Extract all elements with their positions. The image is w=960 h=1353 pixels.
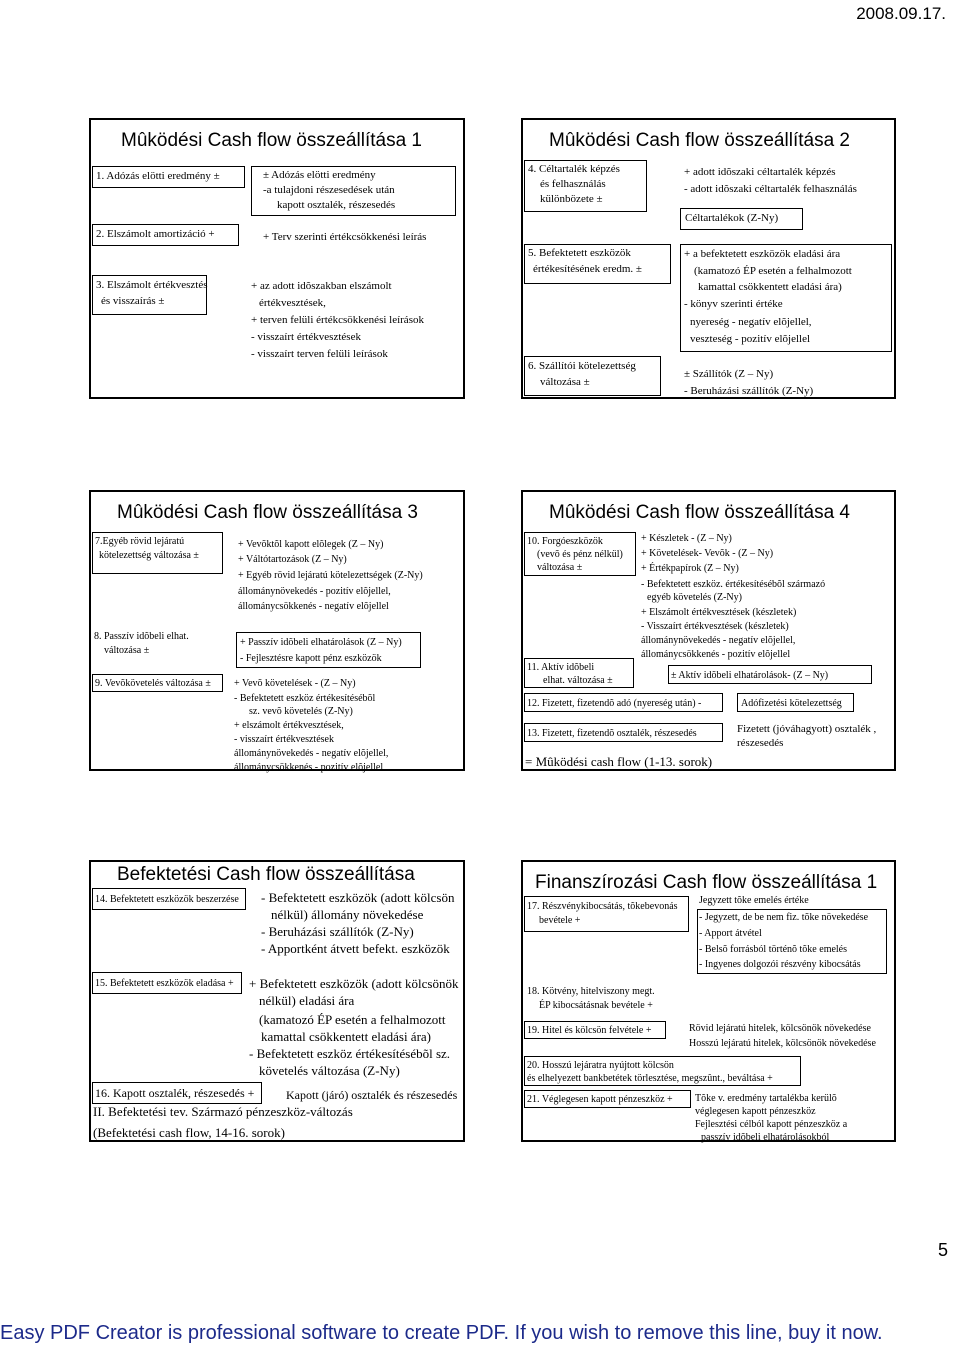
line-15-detail: kamattal csökkentett eladási ára) bbox=[261, 1029, 432, 1044]
line-2-detail: + Terv szerinti értékcsökkenési leírás bbox=[263, 231, 427, 243]
line-21-detail: véglegesen kapott pénzeszköz bbox=[695, 1106, 816, 1117]
line-7-detail: állománynövekedés - pozitív elõjellel, bbox=[238, 586, 391, 597]
line-3-detail: + az adott idõszakban elszámolt bbox=[251, 280, 392, 292]
line-10-detail: + Követelések- Vevõk - (Z – Ny) bbox=[641, 548, 774, 559]
line-18-label: 18. Kötvény, hitelviszony megt. bbox=[527, 986, 655, 997]
line-10-detail: + Értékpapírok (Z – Ny) bbox=[641, 563, 739, 574]
line-9-detail: + Vevõ követelések - (Z – Ny) bbox=[234, 678, 356, 689]
line-5-detail: - könyv szerinti értéke bbox=[684, 298, 783, 310]
line-8-label: változása ± bbox=[104, 645, 150, 656]
line-10-label: (vevõ és pénz nélkül) bbox=[537, 549, 623, 560]
line-4-label: és felhasználás bbox=[540, 178, 606, 190]
investing-summary: II. Befektetési tev. Származó pénzeszköz-változás bbox=[93, 1104, 353, 1119]
slide-investing-cash-flow bbox=[89, 860, 465, 1142]
line-10-detail: + Elszámolt értékvesztések (készletek) bbox=[641, 607, 797, 618]
line-21-detail: passzív idõbeli elhatárolásokból bbox=[701, 1132, 830, 1143]
line-5-detail: nyereség - negatív elõjellel, bbox=[690, 316, 812, 328]
line-10-detail: állománycsökkenés - pozitív elõjellel bbox=[641, 649, 791, 660]
line-9-detail: állománycsökkenés - pozitív elõjellel bbox=[234, 762, 384, 773]
line-14-detail: - Befektetett eszközök (adott kölcsön bbox=[261, 890, 455, 905]
line-12-detail: Adófizetési kötelezettség bbox=[741, 698, 842, 709]
line-19-detail: Hosszú lejáratú hitelek, kölcsönök növekedése bbox=[689, 1038, 876, 1049]
line-7-detail: + Vevõktõl kapott elõlegek (Z – Ny) bbox=[238, 539, 384, 550]
line-5-detail: veszteség - pozitív elõjellel bbox=[690, 333, 811, 345]
line-4-balance: Céltartalékok (Z-Ny) bbox=[685, 212, 779, 224]
slide-title: Mûködési Cash flow összeállítása 4 bbox=[549, 502, 850, 523]
slide-operating-cash-flow-4 bbox=[521, 490, 896, 771]
line-19-detail: Rövid lejáratú hitelek, kölcsönök növekedése bbox=[689, 1023, 871, 1034]
line-1-detail: -a tulajdoni részesedések után bbox=[263, 184, 395, 196]
line-2-label: 2. Elszámolt amortizáció + bbox=[96, 228, 215, 240]
line-7-label: kötelezettség változása ± bbox=[99, 550, 199, 561]
slide-title: Mûködési Cash flow összeállítása 1 bbox=[121, 130, 422, 151]
slide-financing-cash-flow-1 bbox=[521, 860, 896, 1142]
line-13-detail: részesedés bbox=[737, 737, 784, 749]
line-6-label: változása ± bbox=[540, 376, 590, 388]
line-3-label: és visszaírás ± bbox=[101, 295, 165, 307]
line-9-detail: - Befektetett eszköz értékesítésébõl bbox=[234, 693, 376, 704]
line-20-label: és elhelyezett bankbetétek törlesztése, megszûnt., beváltása + bbox=[527, 1073, 773, 1084]
line-5-label: értékesítésének eredm. ± bbox=[533, 263, 642, 275]
line-7-detail: + Egyéb rövid lejáratú kötelezettségek (Z-Ny) bbox=[238, 570, 423, 581]
line-17-label: 17. Részvénykibocsátás, tõkebevonás bbox=[527, 901, 678, 912]
line-7-label: 7.Egyéb rövid lejáratú bbox=[95, 536, 185, 547]
line-14-detail: nélkül) állomány növekedése bbox=[271, 907, 424, 922]
investing-summary: (Befektetési cash flow, 14-16. sorok) bbox=[93, 1125, 285, 1140]
line-3-detail: - visszaírt terven felüli leírások bbox=[251, 348, 388, 360]
line-10-detail: állománynövekedés - negatív elõjellel, bbox=[641, 635, 796, 646]
line-4-label: különbözete ± bbox=[540, 193, 603, 205]
line-5-detail: + a befektetett eszközök eladási ára bbox=[684, 248, 841, 260]
line-3-detail: + terven felüli értékcsökkenési leírások bbox=[251, 314, 424, 326]
line-10-detail: - Visszaírt értékvesztések (készletek) bbox=[641, 621, 789, 632]
line-17-label: bevétele + bbox=[539, 915, 581, 926]
operating-cash-flow-total: = Mûködési cash flow (1-13. sorok) bbox=[525, 754, 713, 769]
line-5-label: 5. Befektetett eszközök bbox=[528, 247, 631, 259]
slide-operating-cash-flow-1 bbox=[89, 118, 465, 399]
line-9-detail: + elszámolt értékvesztések, bbox=[234, 720, 344, 731]
line-17-detail: - Belsõ forrásból történõ tõke emelés bbox=[699, 944, 848, 955]
line-10-detail: + Készletek - (Z – Ny) bbox=[641, 533, 732, 544]
line-10-label: 10. Forgóeszközök bbox=[527, 536, 603, 547]
line-5-detail: (kamatozó ÉP esetén a felhalmozott bbox=[694, 265, 852, 277]
line-9-detail: állománynövekedés - negatív elõjellel, bbox=[234, 748, 389, 759]
line-14-detail: - Beruházási szállítók (Z-Ny) bbox=[261, 924, 414, 939]
line-16-label: 16. Kapott osztalék, részesedés + bbox=[95, 1086, 255, 1100]
line-11-label: elhat. változása ± bbox=[543, 675, 613, 686]
line-17-detail: - Jegyzett, de be nem fiz. tõke növekedése bbox=[699, 912, 869, 923]
line-8-detail: - Fejlesztésre kapott pénz eszközök bbox=[240, 653, 382, 664]
line-9-detail: sz. vevõ követelés (Z-Ny) bbox=[249, 706, 353, 717]
line-17-detail: - Ingyenes dolgozói részvény kibocsátás bbox=[699, 959, 861, 970]
slide-operating-cash-flow-3 bbox=[89, 490, 465, 771]
line-10-detail: egyéb követelés (Z-Ny) bbox=[647, 592, 742, 603]
line-9-detail: - visszaírt értékvesztések bbox=[234, 734, 334, 745]
line-3-label: 3. Elszámolt értékvesztés bbox=[96, 279, 208, 291]
line-15-detail: nélkül) eladási ára bbox=[259, 993, 355, 1008]
line-5-detail: kamattal csökkentett eladási ára) bbox=[698, 281, 842, 293]
line-21-label: 21. Véglegesen kapott pénzeszköz + bbox=[527, 1094, 673, 1105]
slide-title: Finanszírozási Cash flow összeállítása 1 bbox=[535, 872, 878, 893]
line-15-label: 15. Befektetett eszközök eladása + bbox=[95, 978, 234, 989]
line-9-label: 9. Vevõkövetelés változása ± bbox=[95, 678, 211, 689]
line-6-detail: ± Szállítók (Z – Ny) bbox=[684, 368, 774, 380]
line-8-detail: + Passzív idõbeli elhatárolások (Z – Ny) bbox=[240, 637, 402, 648]
line-21-detail: Tõke v. eredmény tartalékba kerülõ bbox=[695, 1093, 837, 1104]
line-15-detail: (kamatozó ÉP esetén a felhalmozott bbox=[259, 1012, 446, 1027]
line-20-label: 20. Hosszú lejáratra nyújtott kölcsön bbox=[527, 1060, 674, 1071]
line-3-detail: - visszaírt értékvesztések bbox=[251, 331, 361, 343]
document-date: 2008.09.17. bbox=[856, 4, 946, 23]
line-14-label: 14. Befektetett eszközök beszerzése bbox=[95, 894, 239, 905]
line-4-detail: - adott idõszaki céltartalék felhasználás bbox=[684, 183, 857, 195]
line-1-detail: ± Adózás elötti eredmény bbox=[263, 169, 376, 181]
line-3-detail: értékvesztések, bbox=[259, 297, 326, 309]
line-13-detail: Fizetett (jóváhagyott) osztalék , bbox=[737, 723, 877, 735]
line-17-detail: - Apport átvétel bbox=[699, 928, 762, 939]
slide-title: Befektetési Cash flow összeállítása bbox=[117, 864, 415, 885]
line-4-detail: + adott idõszaki céltartalék képzés bbox=[684, 166, 836, 178]
line-18-label: ÉP kibocsátásnak bevétele + bbox=[539, 1000, 653, 1011]
line-12-label: 12. Fizetett, fizetendõ adó (nyereség után) - bbox=[527, 698, 702, 709]
line-10-label: változása ± bbox=[537, 562, 583, 573]
line-6-label: 6. Szállítói kötelezettség bbox=[528, 360, 636, 372]
line-11-label: 11. Aktív idõbeli bbox=[527, 662, 595, 673]
line-19-label: 19. Hitel és kölcsön felvétele + bbox=[527, 1025, 652, 1036]
line-17-detail: Jegyzett tõke emelés értéke bbox=[699, 895, 809, 906]
slide-operating-cash-flow-2 bbox=[521, 118, 896, 399]
line-15-detail: - Befektetett eszköz értékesítésébõl sz. bbox=[249, 1046, 451, 1061]
line-14-detail: - Apportként átvett befekt. eszközök bbox=[261, 941, 450, 956]
line-4-label: 4. Céltartalék képzés bbox=[528, 163, 620, 175]
line-7-detail: állománycsökkenés - negatív elõjellel bbox=[238, 601, 389, 612]
line-1-detail: kapott osztalék, részesedés bbox=[277, 199, 396, 211]
slide-title: Mûködési Cash flow összeállítása 2 bbox=[549, 130, 850, 151]
line-7-detail: + Váltótartozások (Z – Ny) bbox=[238, 554, 347, 565]
line-16-detail: Kapott (járó) osztalék és részesedés bbox=[286, 1088, 458, 1102]
line-10-detail: - Befektetett eszköz. értékesítésébõl származó bbox=[641, 579, 826, 590]
line-15-detail: + Befektetett eszközök (adott kölcsönök bbox=[249, 976, 459, 991]
line-15-detail: követelés változása (Z-Ny) bbox=[259, 1063, 400, 1078]
line-13-label: 13. Fizetett, fizetendõ osztalék, részesedés bbox=[527, 728, 697, 739]
slide-title: Mûködési Cash flow összeállítása 3 bbox=[117, 502, 418, 523]
line-1-label: 1. Adózás elötti eredmény ± bbox=[96, 170, 220, 182]
line-6-detail: - Beruházási szállítók (Z-Ny) bbox=[684, 385, 814, 397]
footer-notice[interactable]: Easy PDF Creator is professional software to create PDF. If you wish to remove this line, buy it now. bbox=[0, 1322, 883, 1344]
line-21-detail: Fejlesztési célból kapott pénzeszköz a bbox=[695, 1119, 848, 1130]
line-8-label: 8. Passzív idõbeli elhat. bbox=[94, 631, 189, 642]
line-11-detail: ± Aktív idõbeli elhatárolások- (Z – Ny) bbox=[671, 670, 829, 681]
page-number: 5 bbox=[937, 1240, 948, 1260]
